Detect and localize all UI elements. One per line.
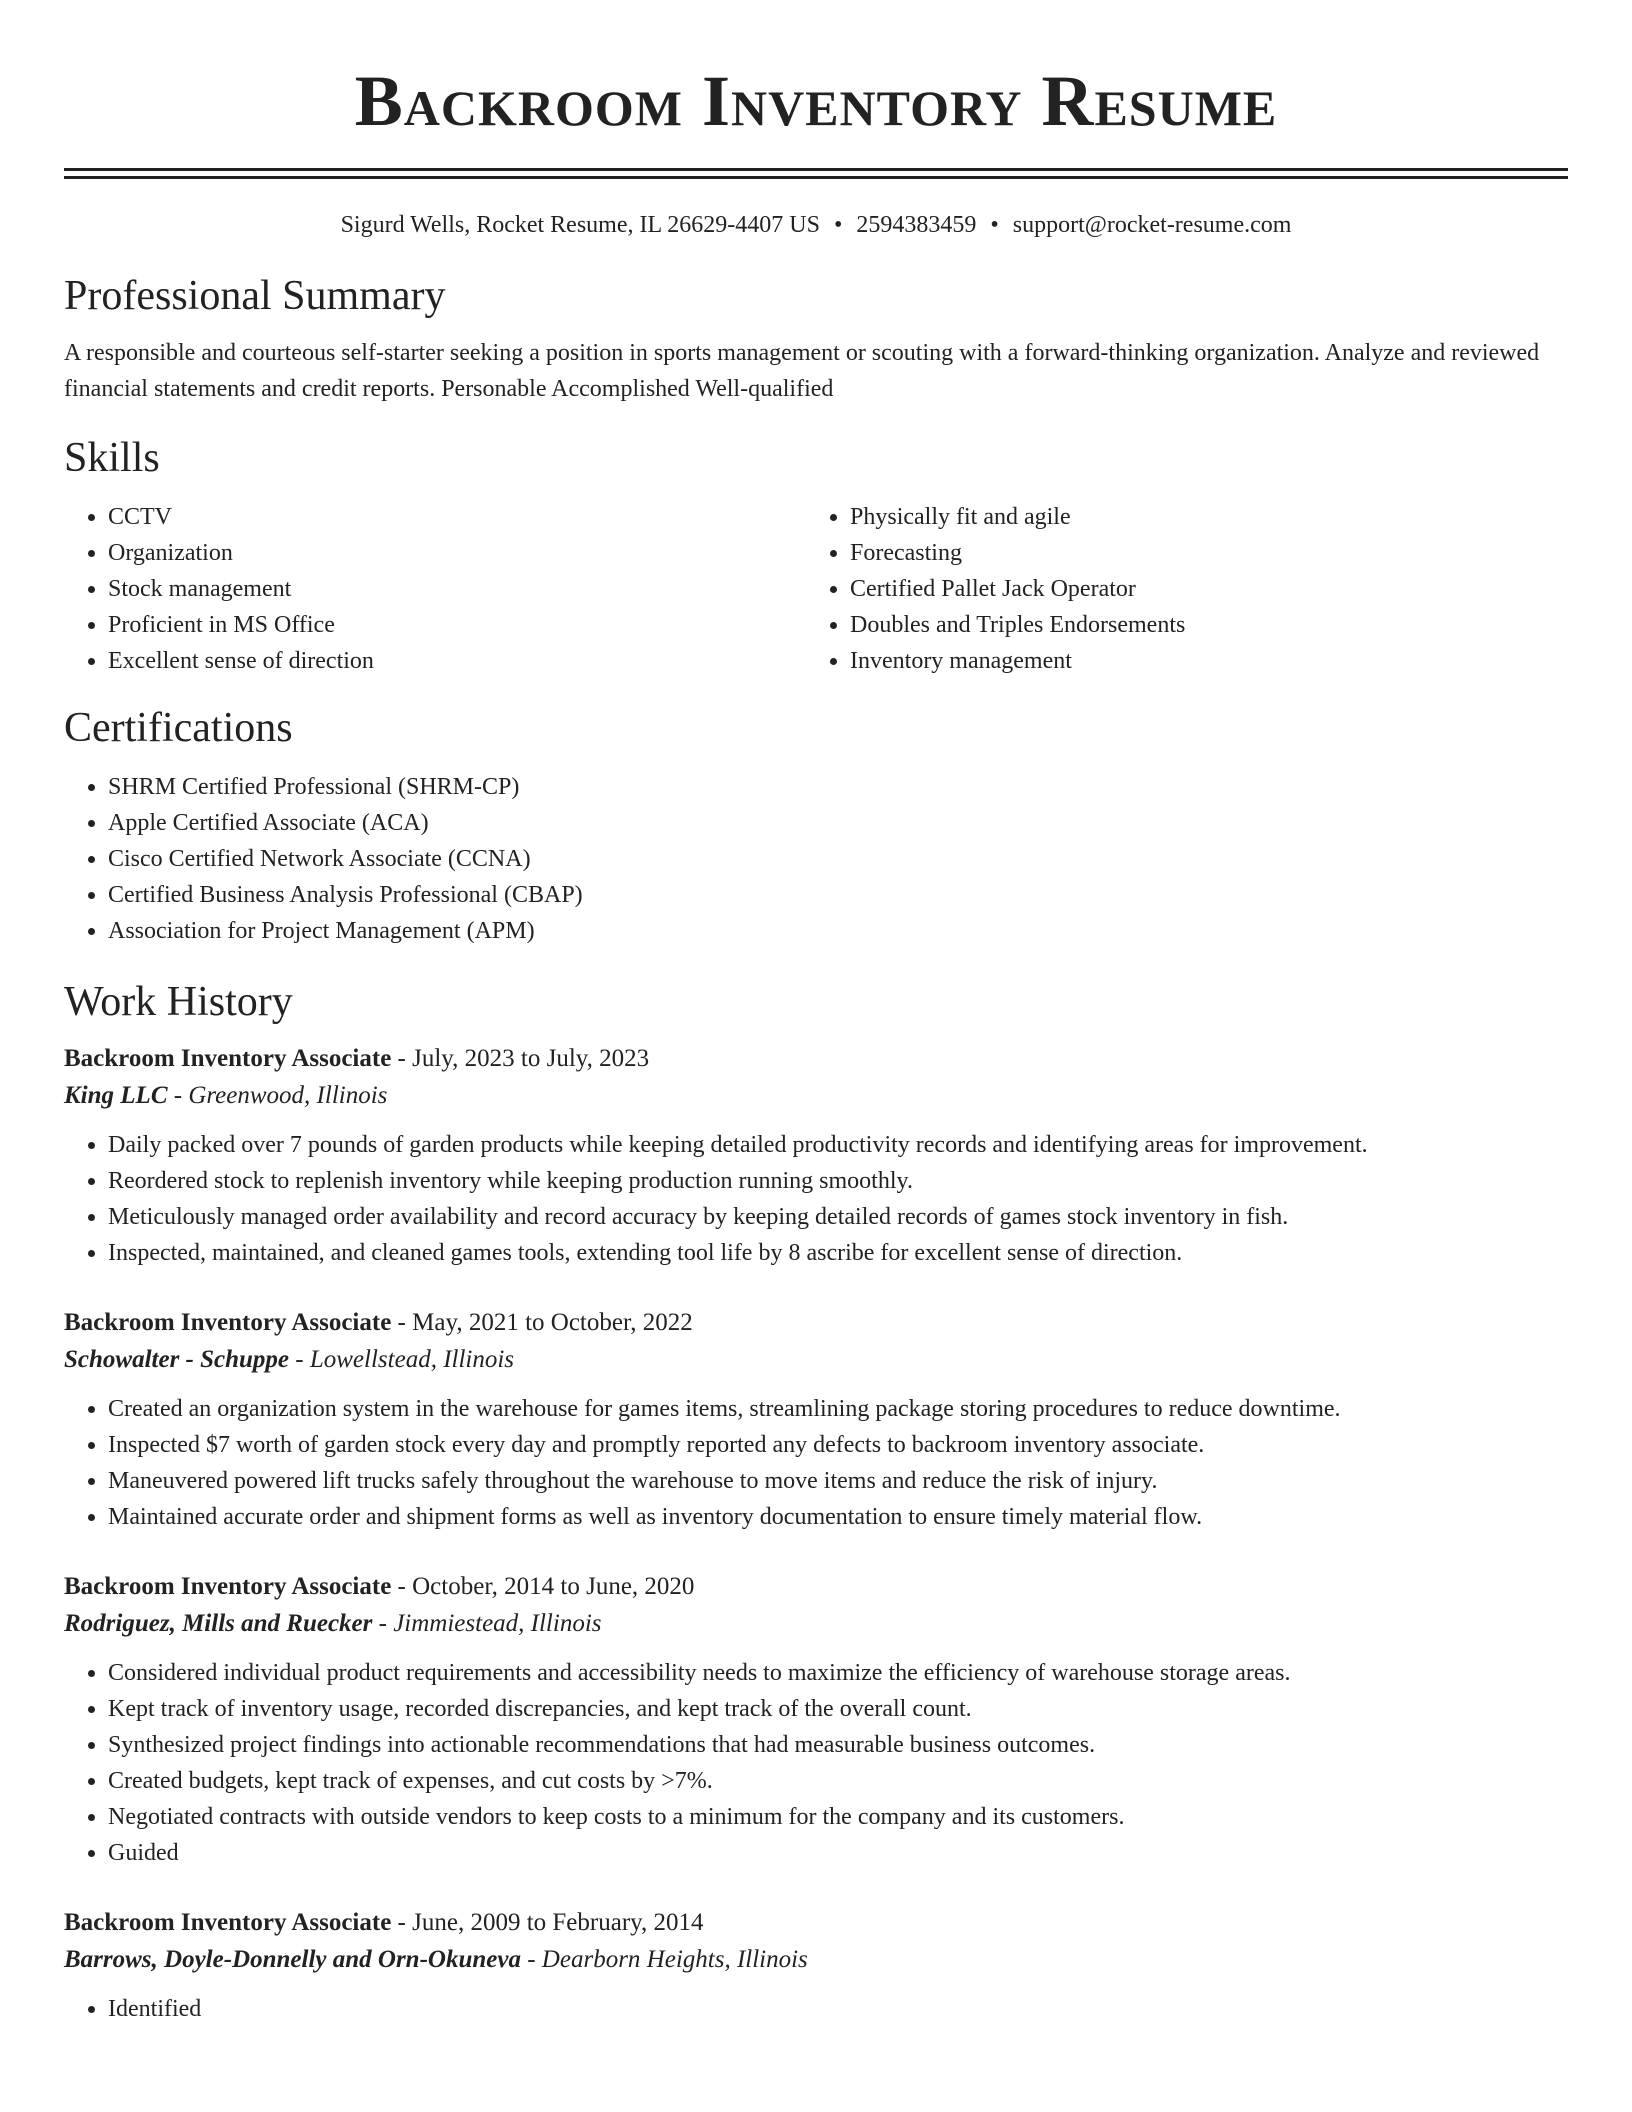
skill-item: • Excellent sense of direction <box>108 643 806 679</box>
job-bullets <box>64 1991 1568 2027</box>
certification-item: • Cisco Certified Network Associate (CCNA) <box>108 841 1568 877</box>
summary-heading: Professional Summary <box>64 273 446 319</box>
job-location: - Jimmiestead, Illinois <box>372 1610 602 1637</box>
job-title: Backroom Inventory Associate <box>64 1909 392 1936</box>
job-bullet: • Guided <box>108 1835 1568 1871</box>
job-title-line <box>64 1905 1568 1941</box>
job-title-line <box>64 1041 1568 1077</box>
job-company: Rodriguez, Mills and Ruecker <box>64 1610 373 1637</box>
title-divider-top <box>64 168 1568 171</box>
certification-item: • Certified Business Analysis Professional (CBAP) <box>108 877 1568 913</box>
job-title-line <box>64 1305 1568 1341</box>
certification-item: • Apple Certified Associate (ACA) <box>108 805 1568 841</box>
skills-list-left <box>64 499 806 679</box>
contact-address: Sigurd Wells, Rocket Resume, IL 26629-4407 US <box>340 212 820 238</box>
skill-item: • Physically fit and agile <box>850 499 1548 535</box>
job-bullet: • Meticulously managed order availability and record accuracy by keeping detailed records of games stock inventory in fish. <box>108 1199 1568 1235</box>
job-bullet: • Negotiated contracts with outside vendors to keep costs to a minimum for the company and its customers. <box>108 1799 1568 1835</box>
work-history-heading: Work History <box>64 979 293 1025</box>
job-title-line <box>64 1569 1568 1605</box>
job-dates: - June, 2009 to February, 2014 <box>391 1909 704 1936</box>
job-location: - Greenwood, Illinois <box>167 1082 388 1109</box>
skills-columns <box>64 499 1568 679</box>
job-bullet: • Daily packed over 7 pounds of garden products while keeping detailed productivity records and identifying areas for improvement. <box>108 1127 1568 1163</box>
job-bullet: • Inspected $7 worth of garden stock every day and promptly reported any defects to backroom inventory associate. <box>108 1427 1568 1463</box>
title-divider-bottom <box>64 176 1568 179</box>
job-dates: - July, 2023 to July, 2023 <box>391 1045 650 1072</box>
job-company-line <box>64 1941 1568 1979</box>
job-company: King LLC <box>64 1082 168 1109</box>
job-entry <box>64 1305 1568 1535</box>
job-entry <box>64 1905 1568 2027</box>
job-bullet: • Kept track of inventory usage, recorded discrepancies, and kept track of the overall count. <box>108 1691 1568 1727</box>
skills-column-left <box>64 499 806 679</box>
job-bullet: • Reordered stock to replenish inventory while keeping production running smoothly. <box>108 1163 1568 1199</box>
certification-item: • SHRM Certified Professional (SHRM-CP) <box>108 769 1568 805</box>
job-bullet: • Created budgets, kept track of expenses, and cut costs by >7%. <box>108 1763 1568 1799</box>
skill-item: • Certified Pallet Jack Operator <box>850 571 1548 607</box>
contact-line <box>64 209 1568 241</box>
job-company-line <box>64 1605 1568 1643</box>
job-company: Barrows, Doyle-Donnelly and Orn-Okuneva <box>64 1946 521 1973</box>
job-bullet: • Considered individual product requirements and accessibility needs to maximize the efficiency of warehouse storage areas. <box>108 1655 1568 1691</box>
skill-item: • CCTV <box>108 499 806 535</box>
skill-item: • Forecasting <box>850 535 1548 571</box>
skill-item: • Doubles and Triples Endorsements <box>850 607 1548 643</box>
job-bullet: • Maneuvered powered lift trucks safely throughout the warehouse to move items and reduce the risk of injury. <box>108 1463 1568 1499</box>
job-title: Backroom Inventory Associate <box>64 1573 392 1600</box>
job-entry <box>64 1569 1568 1871</box>
skills-list-right <box>806 499 1548 679</box>
job-bullet: • Identified <box>108 1991 1568 2027</box>
job-bullets <box>64 1391 1568 1535</box>
job-bullets <box>64 1127 1568 1271</box>
summary-text: A responsible and courteous self-starter seeking a position in sports management or scouting with a forward-thinking organization. Analyze and reviewed financial statements and credit reports. Personable Accomplished Well-qualified <box>64 340 1540 402</box>
job-title: Backroom Inventory Associate <box>64 1045 392 1072</box>
contact-separator: • <box>833 212 843 238</box>
certification-item: • Association for Project Management (APM) <box>108 913 1568 949</box>
skill-item: • Proficient in MS Office <box>108 607 806 643</box>
job-bullet: • Maintained accurate order and shipment forms as well as inventory documentation to ensure timely material flow. <box>108 1499 1568 1535</box>
resume-title: Backroom Inventory Resume <box>354 61 1278 141</box>
skill-item: • Stock management <box>108 571 806 607</box>
job-dates: - May, 2021 to October, 2022 <box>391 1309 693 1336</box>
job-title: Backroom Inventory Associate <box>64 1309 392 1336</box>
skills-column-right <box>806 499 1548 679</box>
job-location: - Dearborn Heights, Illinois <box>520 1946 808 1973</box>
certifications-heading: Certifications <box>64 705 293 751</box>
job-bullet: • Inspected, maintained, and cleaned games tools, extending tool life by 8 ascribe for excellent sense of direction. <box>108 1235 1568 1271</box>
certifications-list <box>64 769 1568 949</box>
job-bullets <box>64 1655 1568 1871</box>
contact-email: support@rocket-resume.com <box>1012 212 1292 238</box>
job-company-line <box>64 1077 1568 1115</box>
job-entry <box>64 1041 1568 1271</box>
job-location: - Lowellstead, Illinois <box>289 1346 515 1373</box>
skill-item: • Inventory management <box>850 643 1548 679</box>
job-bullet: • Synthesized project findings into actionable recommendations that had measurable business outcomes. <box>108 1727 1568 1763</box>
contact-separator: • <box>990 212 999 238</box>
skill-item: • Organization <box>108 535 806 571</box>
contact-phone: 2594383459 <box>856 212 977 238</box>
job-company-line <box>64 1341 1568 1379</box>
job-company: Schowalter - Schuppe <box>64 1346 290 1373</box>
job-bullet: • Created an organization system in the warehouse for games items, streamlining package storing procedures to reduce downtime. <box>108 1391 1568 1427</box>
job-dates: - October, 2014 to June, 2020 <box>391 1573 695 1600</box>
skills-heading: Skills <box>64 435 160 481</box>
